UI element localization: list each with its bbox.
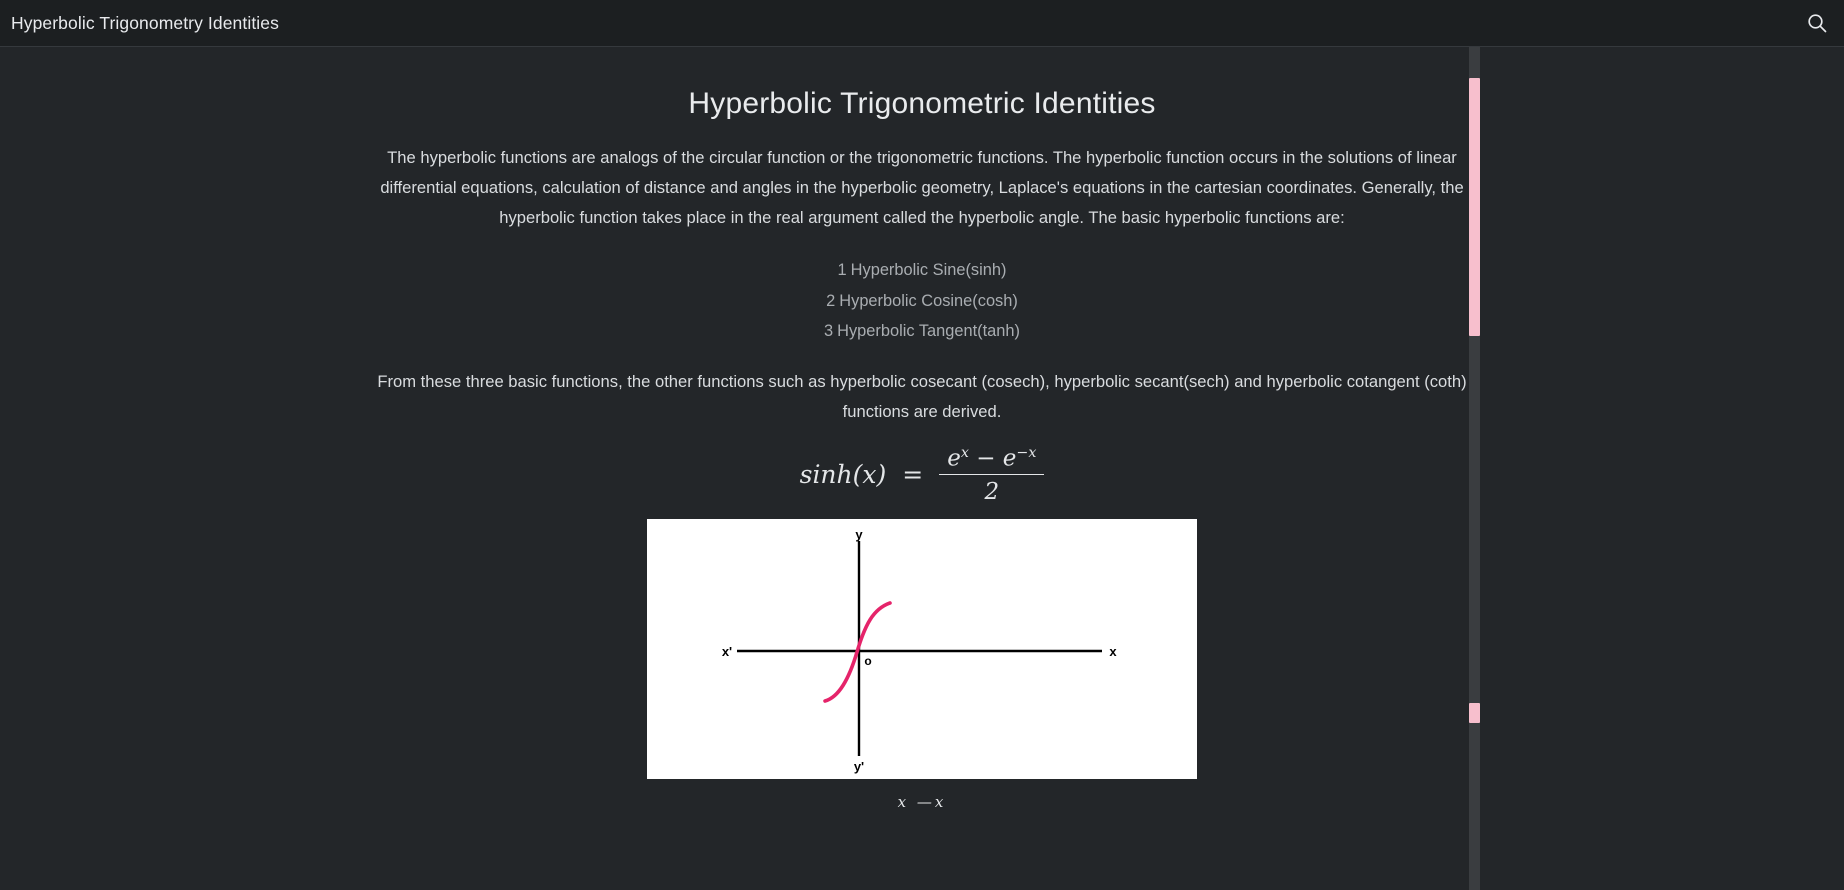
intro-paragraph: The hyperbolic functions are analogs of the circular function or the trigonometric functions. The hyperbolic function occurs in the solutions of linear differential equations, calculation of distance and angles in the hyperbolic geometry, Laplace's equations in the cartesian coordinates. Generally, the hyperbolic function takes place in the real argument called the hyperbolic angle. The basic hyperbolic functions are: [380, 148, 1464, 227]
search-icon[interactable] [1806, 12, 1828, 34]
svg-text:x: x [1109, 644, 1117, 660]
list-item-number: 1 [837, 261, 847, 279]
list-item-number: 3 [824, 322, 834, 340]
list-item-label: Hyperbolic Cosine(cosh) [839, 291, 1018, 310]
numerator-term-a: e [947, 445, 961, 472]
title-bar [0, 0, 1844, 47]
basic-functions-list [372, 255, 1472, 347]
list-item-label: Hyperbolic Tangent(tanh) [837, 322, 1020, 340]
formula-numerator [939, 445, 1044, 476]
formula-lhs: sinh(x) [799, 460, 887, 490]
numerator-term-a-exponent: x [960, 444, 969, 461]
sinh-formula [372, 445, 1472, 506]
svg-text:o: o [864, 654, 872, 669]
derived-functions-paragraph: From these three basic functions, the other functions such as hyperbolic cosecant (cosech), hyperbolic secant(sech) and hyperbolic cotangent (coth) functions are derived. [377, 371, 1467, 421]
list-item [372, 316, 1472, 347]
list-item [372, 286, 1472, 317]
list-item-label: Hyperbolic Sine(sinh) [850, 261, 1007, 279]
sinh-graph [647, 519, 1197, 779]
scrollbar-thumb-secondary[interactable] [1469, 703, 1480, 723]
numerator-term-b: e [1002, 445, 1017, 472]
numerator-operator: − [976, 445, 996, 472]
svg-text:y': y' [853, 759, 865, 775]
formula-denominator: 2 [984, 479, 1000, 506]
page-title: Hyperbolic Trigonometric Identities [688, 87, 1156, 120]
article-content [372, 47, 1472, 811]
list-item [372, 255, 1472, 286]
formula-fraction [939, 445, 1044, 506]
page-body [0, 47, 1844, 890]
scrollbar-thumb[interactable] [1469, 78, 1480, 336]
numerator-term-b-exponent: −x [1016, 444, 1037, 461]
vertical-scrollbar[interactable] [1469, 47, 1480, 890]
formula-equals: = [902, 460, 924, 490]
title-bar-actions [1806, 12, 1844, 34]
formula-partial-below-figure: x —x [897, 793, 947, 812]
list-item-number: 2 [826, 291, 836, 310]
svg-text:x': x' [721, 644, 733, 660]
window-title: Hyperbolic Trigonometry Identities [11, 12, 279, 33]
svg-text:y: y [855, 527, 863, 543]
